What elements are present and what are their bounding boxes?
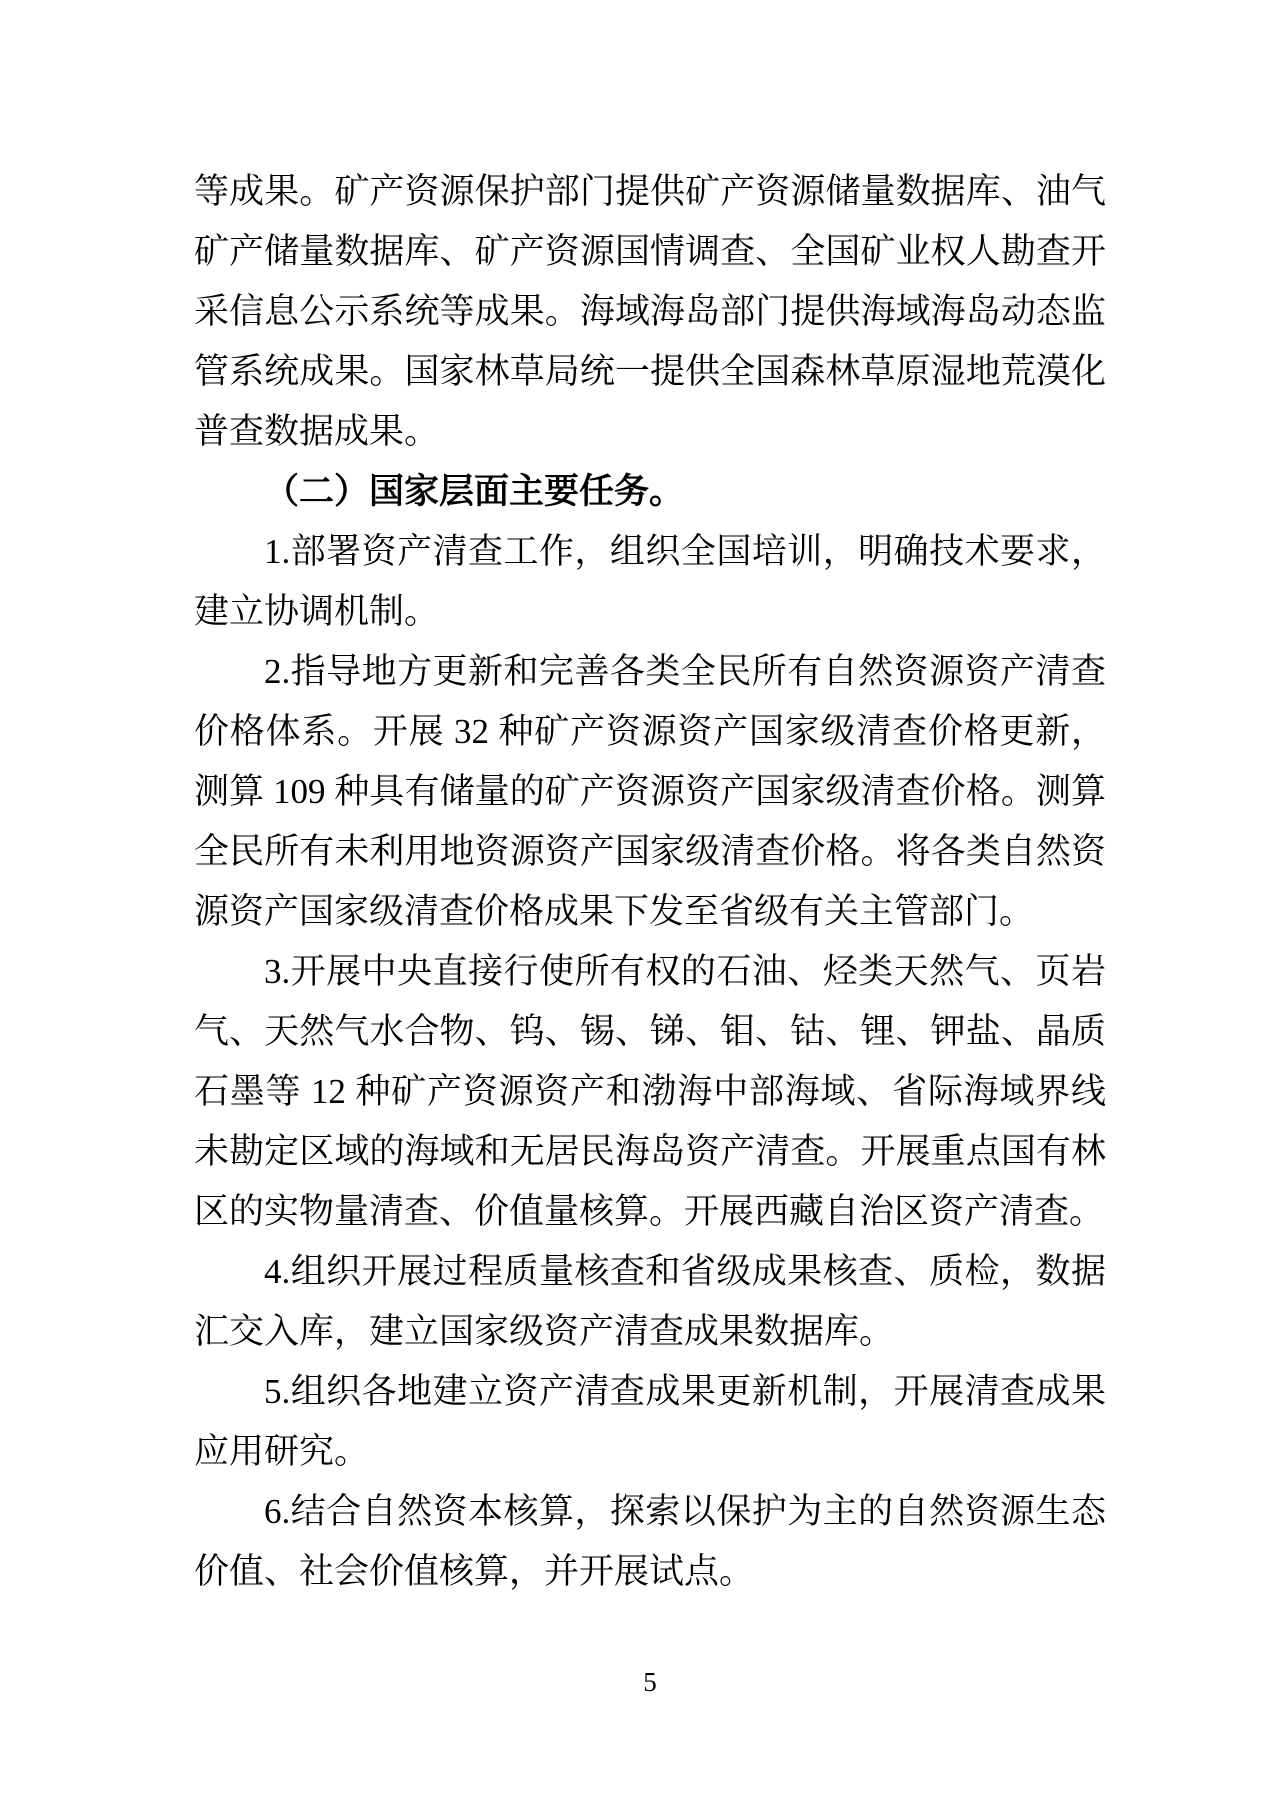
paragraph-task-5: 5.组织各地建立资产清查成果更新机制，开展清查成果应用研究。 (194, 1372, 1106, 1471)
document-text-body (194, 162, 1106, 1602)
paragraph-task-1: 1.部署资产清查工作，组织全国培训，明确技术要求，建立协调机制。 (194, 532, 1106, 631)
section-heading: （二）国家层面主要任务。 (264, 472, 685, 511)
paragraph-continuation: 等成果。矿产资源保护部门提供矿产资源储量数据库、油气矿产储量数据库、矿产资源国情调查、全国矿业权人勘查开采信息公示系统等成果。海域海岛部门提供海域海岛动态监管系统成果。国家林草局统一提供全国森林草原湿地荒漠化普查数据成果。 (194, 172, 1106, 451)
paragraph-task-3: 3.开展中央直接行使所有权的石油、烃类天然气、页岩气、天然气水合物、钨、锡、锑、钼、钴、锂、钾盐、晶质石墨等 12 种矿产资源资产和渤海中部海域、省际海域界线未勘定区域的海域和无居民海岛资产清查。开展重点国有林区的实物量清查、价值量核算。开展西藏自治区资产清查。 (194, 952, 1106, 1231)
page-number: 5 (643, 1667, 657, 1697)
paragraph-task-6: 6.结合自然资本核算，探索以保护为主的自然资源生态价值、社会价值核算，并开展试点。 (194, 1492, 1106, 1591)
paragraph-task-4: 4.组织开展过程质量核查和省级成果核查、质检，数据汇交入库，建立国家级资产清查成果数据库。 (194, 1252, 1106, 1351)
paragraph-task-2: 2.指导地方更新和完善各类全民所有自然资源资产清查价格体系。开展 32 种矿产资源资产国家级清查价格更新，测算 109 种具有储量的矿产资源资产国家级清查价格。测算全民所有未利用地资源资产国家级清查价格。将各类自然资源资产国家级清查价格成果下发至省级有关主管部门。 (194, 652, 1106, 931)
